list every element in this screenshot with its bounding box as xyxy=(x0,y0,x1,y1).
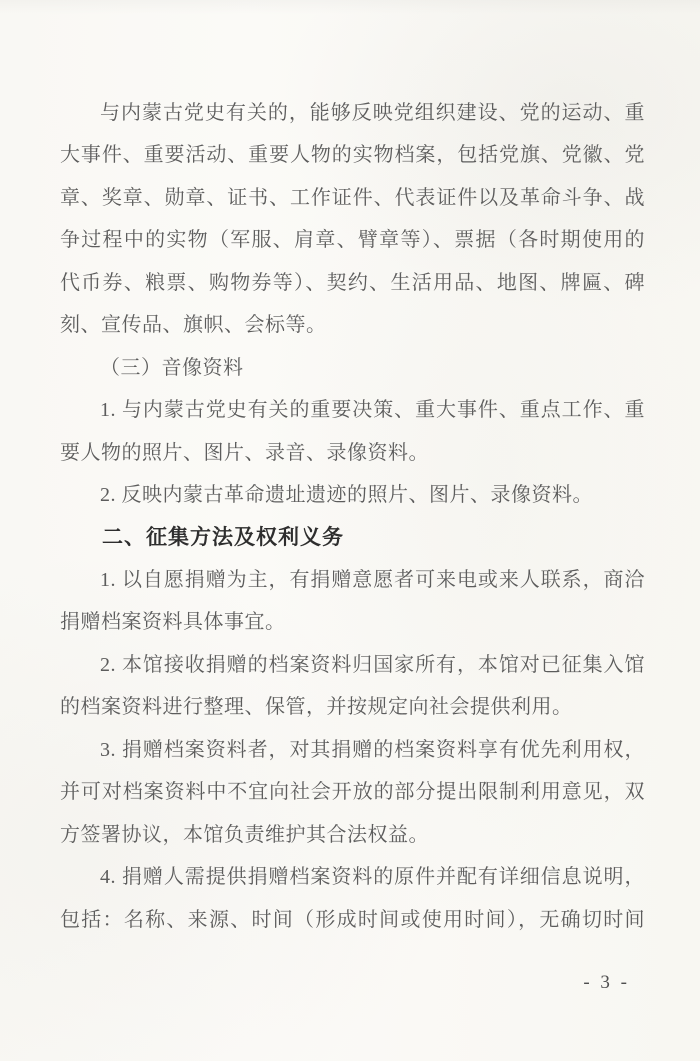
text-line: 4. 捐赠人需提供捐赠档案资料的原件并配有详细信息说明， xyxy=(100,866,645,889)
text-line: 捐赠档案资料具体事宜。 xyxy=(60,611,286,634)
text-line: 1. 与内蒙古党史有关的重要决策、重大事件、重点工作、重 xyxy=(100,399,645,422)
subsection-title: （三）音像资料 xyxy=(100,356,244,379)
text-line: 章、奖章、勋章、证书、工作证件、代表证件以及革命斗争、战 xyxy=(60,186,645,209)
document-body xyxy=(60,92,645,941)
text-line: 大事件、重要活动、重要人物的实物档案，包括党旗、党徽、党 xyxy=(60,144,645,167)
section-heading: 二、征集方法及权利义务 xyxy=(102,525,344,549)
text-line: 2. 本馆接收捐赠的档案资料归国家所有，本馆对已征集入馆 xyxy=(100,653,645,676)
text-line: 1. 以自愿捐赠为主，有捐赠意愿者可来电或来人联系，商洽 xyxy=(100,568,645,591)
text-line: 代币券、粮票、购物券等）、契约、生活用品、地图、牌匾、碑 xyxy=(60,271,645,294)
text-line: 刻、宣传品、旗帜、会标等。 xyxy=(60,314,327,337)
text-line: 并可对档案资料中不宜向社会开放的部分提出限制利用意见，双 xyxy=(60,781,645,804)
text-line: 包括：名称、来源、时间（形成时间或使用时间），无确切时间 xyxy=(60,908,645,931)
text-line: 的档案资料进行整理、保管，并按规定向社会提供利用。 xyxy=(60,696,573,719)
text-line: 要人物的照片、图片、录音、录像资料。 xyxy=(60,441,429,464)
text-line: 2. 反映内蒙古革命遗址遗迹的照片、图片、录像资料。 xyxy=(100,484,593,507)
text-line: 方签署协议，本馆负责维护其合法权益。 xyxy=(60,823,429,846)
text-line: 3. 捐赠档案资料者，对其捐赠的档案资料享有优先利用权， xyxy=(100,738,645,761)
text-line: 与内蒙古党史有关的，能够反映党组织建设、党的运动、重 xyxy=(100,102,645,124)
text-line: 争过程中的实物（军服、肩章、臂章等）、票据（各时期使用的 xyxy=(60,229,645,252)
page-number: - 3 - xyxy=(583,972,630,993)
